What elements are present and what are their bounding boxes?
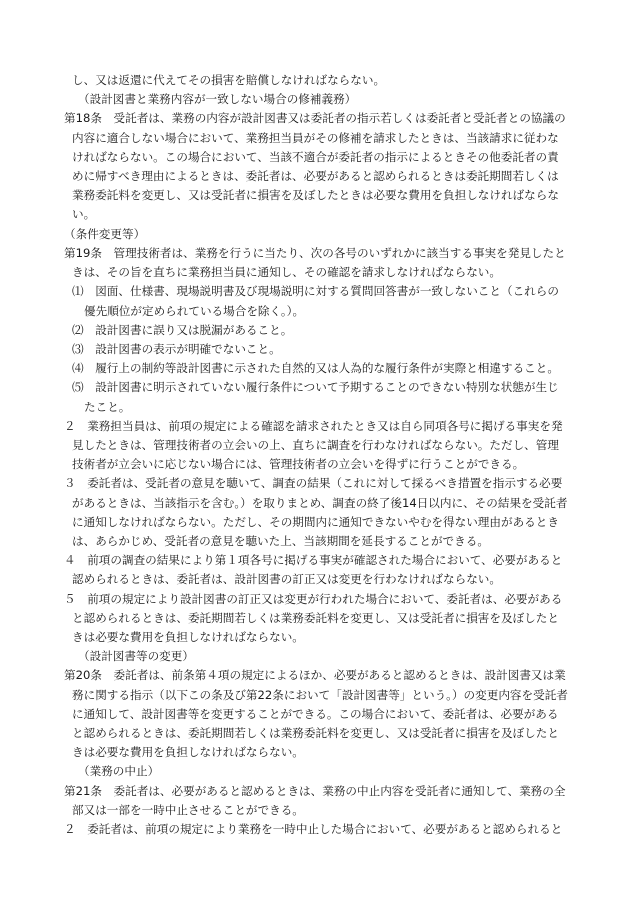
list-item: ⑴ 図面、仕様書、現場説明書及び現場説明に対する質問回答書が一致しないこと（これらの [72, 284, 559, 299]
paragraph-line: ４ 前項の調査の結果により第１項各号に掲げる事実が確認された場合において、必要があると [64, 553, 563, 568]
article-heading: （条件変更等） [64, 226, 146, 241]
article-21-line: 第21条 委託者は、必要があると認めるときは、業務の中止内容を受託者に通知して、業務の全 [64, 783, 566, 798]
text-line: きは必要な費用を負担しなければならない。 [72, 745, 304, 760]
article-19-line: 第19条 管理技術者は、業務を行うに当たり、次の各号のいずれかに該当する事実を発見したと [64, 245, 566, 260]
article-heading: （業務の中止） [78, 764, 160, 779]
text-line: に通知しなければならない。ただし、その期間内に通知できないやむを得ない理由があるとき [72, 514, 559, 529]
list-item: ⑶ 設計図書の表示が明確でないこと。 [72, 341, 281, 356]
text-line: に通知して、設計図書等を変更することができる。この場合において、委託者は、必要がある [72, 706, 559, 721]
article-heading: （設計図書と業務内容が一致しない場合の修補義務） [78, 92, 357, 107]
article-20-line: 第20条 委託者は、前条第４項の規定によるほか、必要があると認めるときは、設計図書又は業 [64, 668, 566, 683]
paragraph-line: ２ 業務担当員は、前項の規定による確認を請求されたとき又は自ら同項各号に掲げる事実を発 [64, 418, 563, 433]
text-line: きは必要な費用を負担しなければならない。 [72, 629, 304, 644]
text-line: と認められるときは、委託期間若しくは業務委託料を変更し、又は受託者に損害を及ぼしたと [72, 610, 559, 625]
text-line: 業務委託料を変更し、又は受託者に損害を及ぼしたときは必要な費用を負担しなければならな [72, 188, 559, 203]
article-18-line: 第18条 受託者は、業務の内容が設計図書又は委託者の指示若しくは委託者と受託者との協議の [64, 111, 566, 126]
text-line: 技術者が立会いに応じない場合には、管理技術者の立会いを得ずに行うことができる。 [72, 457, 525, 472]
text-line: は、あらかじめ、受託者の意見を聴いた上、当該期間を延長することができる。 [72, 533, 489, 548]
article-heading: （設計図書等の変更） [78, 649, 194, 664]
paragraph-line: ２ 委託者は、前項の規定により業務を一時中止した場合において、必要があると認められると [64, 822, 563, 836]
text-line: たこと。 [84, 399, 131, 414]
text-line: きは、その旨を直ちに業務担当員に通知し、その確認を請求しなければならない。 [72, 265, 501, 280]
text-line: 優先順位が定められている場合を除く。）。 [84, 303, 305, 318]
list-item: ⑷ 履行上の制約等設計図書に示された自然的又は人為的な履行条件が実際と相違すること。 [72, 361, 559, 376]
text-line: 見したときは、管理技術者の立会いの上、直ちに調査を行わなければならない。ただし、管理 [72, 437, 559, 452]
text-line: 務に関する指示（以下この条及び第22条において「設計図書等」という。）の変更内容を受託者 [72, 687, 568, 702]
text-line: があるときは、当該指示を含む。）を取りまとめ、調査の終了後14日以内に、その結果を受託者 [72, 495, 568, 510]
text-line: 内容に適合しない場合において、業務担当員がその修補を請求したときは、当該請求に従わな [72, 130, 559, 145]
text-line: 部又は一部を一時中止させることができる。 [72, 802, 304, 817]
text-line: し、又は返還に代えてその損害を賠償しなければならない。 [72, 73, 386, 87]
text-line: ければならない。この場合において、当該不適合が委託者の指示によるときその他委託者の責 [72, 149, 559, 164]
paragraph-line: ５ 前項の規定により設計図書の訂正又は変更が行われた場合において、委託者は、必要がある [64, 591, 563, 606]
list-item: ⑵ 設計図書に誤り又は脱漏があること。 [72, 322, 293, 337]
text-line: めに帰すべき理由によるときは、委託者は、必要があると認められるときは委託期間若しくは [72, 169, 559, 183]
text-line: い。 [72, 207, 96, 222]
text-line: と認められるときは、委託期間若しくは業務委託料を変更し、又は受託者に損害を及ぼしたと [72, 726, 559, 740]
paragraph-line: ３ 委託者は、受託者の意見を聴いて、調査の結果（これに対して採るべき措置を指示する必要 [64, 476, 563, 491]
text-line: 認められるときは、委託者は、設計図書の訂正又は変更を行わなければならない。 [72, 572, 501, 587]
list-item: ⑸ 設計図書に明示されていない履行条件について予期することのできない特別な状態が生じ [72, 380, 559, 395]
